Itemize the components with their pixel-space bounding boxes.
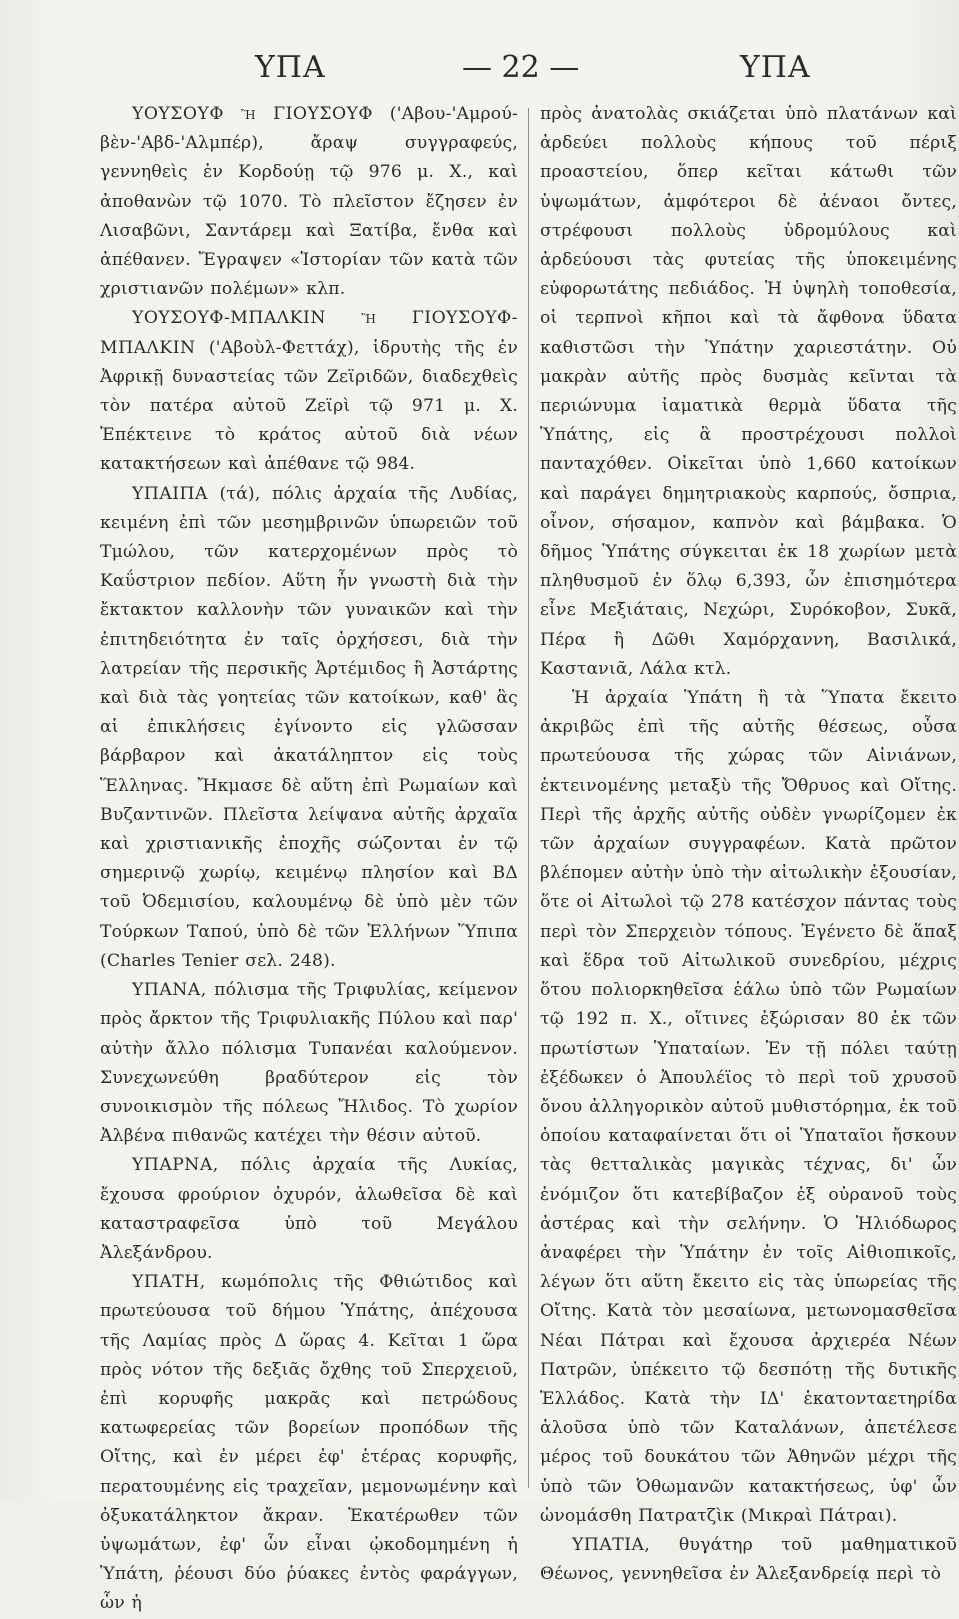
entry-yousouf-balkin: [100, 304, 518, 479]
entry-headword: ΥΟΥΣΟΥΦ ἢ ΓΙΟΥΣΟΥΦ: [132, 104, 374, 124]
page-header: [100, 50, 860, 94]
entry-hyparna: [100, 1151, 518, 1268]
entry-text: ('Αβου-'Αμρού-βὲν-'Αβδ-'Αλμπέρ), ἄραψ συγγραφεύς, γεννηθεὶς ἐν Κορδούῃ τῷ 976 μ. Χ., καὶ ἀποθανὼν τῷ 1070. Τὸ πλεῖστον ἔζησεν ἐν Λισαβῶνι, Σαντάρεμ καὶ Ξατίβα, ἔνθα καὶ ἀπέθανεν. Ἔγραψεν «Ἱστορίαν τῶν κατὰ τῶν χριστιανῶν πολέμων» κλπ.: [100, 104, 518, 300]
entry-headword: ΥΠΑΡΝΑ,: [132, 1155, 219, 1176]
running-head-left: ΥΠΑ: [255, 50, 326, 85]
entry-hypana: [100, 976, 518, 1151]
entry-headword: ΥΠΑΙΠΑ: [132, 483, 208, 504]
entry-text: ('Αβοὺλ-Φεττάχ), ἱδρυτὴς τῆς ἐν Ἀφρικῇ δυναστείας τῶν Ζεϊριδῶν, διαδεχθεὶς τὸν πατέρα αὐτοῦ Ζεϊρὶ τῷ 971 μ. Χ. Ἐπέκτεινε τὸ κράτος αὐτοῦ διὰ νέων κατακτήσεων καὶ ἀπέθανε τῷ 984.: [100, 337, 518, 475]
entry-headword: ΥΠΑΝΑ,: [132, 980, 207, 1001]
entry-hypati-ancient: [540, 684, 957, 1531]
column-rule: [528, 108, 529, 1488]
page-number: — 22 —: [462, 50, 580, 85]
entry-hypati: [100, 1268, 518, 1618]
left-column: [100, 100, 518, 1619]
entry-text: κωμόπολις τῆς Φθιώτιδος καὶ πρωτεύουσα τοῦ δήμου Ὑπάτης, ἀπέχουσα τῆς Λαμίας πρὸς Δ ὥρας 4. Κεῖται 1 ὥρα πρὸς νότον τῆς δεξιᾶς ὄχθης τοῦ Σπερχειοῦ, ἐπὶ κορυφῆς μακρᾶς καὶ πετρώδους κατωφερείας τῶν βορείων προπόδων τῆς Οἴτης, καὶ ἐν μέρει ἐφ' ἑτέρας κορυφῆς, περατουμένης εἰς τραχεῖαν, μεμονωμένην καὶ ὀξυκατάληκτον ἄκραν. Ἑκατέρωθεν τῶν ὑψωμάτων, ἐφ' ὧν εἶναι ᾠκοδομημένη ἡ Ὑπάτη, ῥέουσι δύο ῥύακες ἐντὸς φαράγγων, ὧν ἡ: [100, 1272, 518, 1614]
entry-text: πόλισμα τῆς Τριφυλίας, κείμενον πρὸς ἄρκτον τῆς Τριφυλιακῆς Πύλου καὶ παρ' αὐτὴν ἄλλο πόλισμα Τυπανέαι καλούμενον. Συνεχωνεύθη βραδύτερον εἰς τὸν συνοικισμὸν τῆς πόλεως Ἤλιδος. Τὸ χωρίον Ἀλβένα πιθανῶς κατέχει τὴν θέσιν αὐτοῦ.: [100, 980, 518, 1147]
entry-headword: ΥΟΥΣΟΥΦ-ΜΠΑΛΚΙΝ ἢ ΓΙΟΥΣΟΥΦ-ΜΠΑΛΚΙΝ: [100, 308, 518, 358]
entry-text: (τά), πόλις ἀρχαία τῆς Λυδίας, κειμένη ἐπὶ τῶν μεσημβρινῶν ὑπωρειῶν τοῦ Τμώλου, τῶν κατερχομένων πρὸς τὸ Καΰστριον πεδίον. Αὕτη ἦν γνωστὴ διὰ τὴν ἔκτακτον καλλονὴν τῶν γυναικῶν καὶ τὴν ἐπιτηδειότητα ἐν ταῖς ὀρχήσεσι, διὰ τὴν λατρείαν τῆς περσικῆς Ἀρτέμιδος ἢ Ἀστάρτης καὶ διὰ τὰς γοητείας τῶν κατοίκων, καθ' ἃς αἱ ἐπικλήσεις ἐγίνοντο εἰς γλῶσσαν βάρβαρον καὶ ἀκατάληπτον εἰς τοὺς Ἕλληνας. Ἤκμασε δὲ αὕτη ἐπὶ Ρωμαίων καὶ Βυζαντινῶν. Πλεῖστα λείψανα αὐτῆς ἀρχαῖα καὶ χριστιανικῆς ἐποχῆς σώζονται ἐν τῷ σημερινῷ χωρίῳ, κειμένῳ πλησίον καὶ ΒΔ τοῦ Ὀδεμισίου, καλουμένῳ δὲ ὑπὸ μὲν τῶν Τούρκων Ταπού, ὑπὸ δὲ τῶν Ἑλλήνων Ὕπιπα (Charles Tenier σελ. 248).: [100, 483, 518, 971]
right-column: [540, 100, 957, 1589]
entry-yousouf: [100, 100, 518, 304]
entry-text: θυγάτηρ τοῦ μαθηματικοῦ Θέωνος, γεννηθεῖσα ἐν Ἀλεξανδρείᾳ περὶ τὸ: [540, 1534, 957, 1585]
entry-headword: ΥΠΑΤΙΑ,: [572, 1534, 651, 1555]
entry-text: πόλις ἀρχαία τῆς Λυκίας, ἔχουσα φρούριον ὀχυρόν, ἁλωθεῖσα δὲ καὶ καταστραφεῖσα ὑπὸ τοῦ Μεγάλου Ἀλεξάνδρου.: [100, 1155, 518, 1263]
running-head-right: ΥΠΑ: [740, 50, 811, 85]
entry-text: πρὸς ἀνατολὰς σκιάζεται ὑπὸ πλατάνων καὶ ἀρδεύει πολλοὺς κήπους τοῦ πέριξ προαστείου, ὅπερ κεῖται κάτωθι τῶν ὑψωμάτων, ἀμφότεροι δὲ ἀέναοι ὄντες, στρέφουσι πολλοὺς ὑδρομύλους καὶ ἀρδεύουσι τὰς φυτείας τῆς ὑποκειμένης εὐφορωτάτης πεδιάδος. Ἡ ὑψηλὴ τοποθεσία, οἱ τερπνοὶ κῆποι καὶ τὰ ἄφθονα ὕδατα καθιστῶσι τὴν Ὑπάτην χαριεστάτην. Οὐ μακρὰν αὐτῆς πρὸς δυσμὰς κεῖνται τὰ περιώνυμα ἰαματικὰ θερμὰ ὕδατα τῆς Ὑπάτης, εἰς ἃ προστρέχουσι πολλοὶ πανταχόθεν. Οἰκεῖται ὑπὸ 1,660 κατοίκων καὶ παράγει δημητριακοὺς καρπούς, ὄσπρια, οἶνον, σήσαμον, καπνὸν καὶ βάμβακα. Ὁ δῆμος Ὑπάτης σύγκειται ἐκ 18 χωρίων μετὰ πληθυσμοῦ ἐν ὅλῳ 6,393, ὧν ἐπισημότερα εἶνε Μεξιάταις, Νεχώρι, Συρόκοβον, Συκᾶ, Πέρα ἢ Δῶθι Χαμόρχαννη, Βασιλικά, Καστανιᾶ, Λάλα κτλ.: [540, 104, 957, 679]
entry-hypati-continued: [540, 100, 957, 684]
entry-hypatia: [540, 1531, 957, 1589]
entry-hypaipa: [100, 480, 518, 976]
entry-headword: ΥΠΑΤΗ,: [132, 1272, 206, 1293]
entry-text: Ἡ ἀρχαία Ὑπάτη ἢ τὰ Ὕπατα ἔκειτο ἀκριβῶς ἐπὶ τῆς αὐτῆς θέσεως, οὖσα πρωτεύουσα τῆς χώρας τῶν Αἰνιάνων, ἐκτεινομένης μεταξὺ τῆς Ὄθρυος καὶ Οἴτης. Περὶ τῆς ἀρχῆς αὐτῆς οὐδὲν γνωρίζομεν ἐκ τῶν ἀρχαίων συγγραφέων. Κατὰ πρῶτον βλέπομεν αὐτὴν ὑπὸ τὴν αἰτωλικὴν ἐξουσίαν, ὅτε οἱ Αἰτωλοὶ τῷ 278 κατέσχον πάντας τοὺς περὶ τὸν Σπερχειὸν τόπους. Ἐγένετο δὲ ἅπαξ καὶ ἕδρα τοῦ Αἰτωλικοῦ συνεδρίου, μέχρις ὅτου πολιορκηθεῖσα ἑάλω ὑπὸ τῶν Ρωμαίων τῷ 192 π. Χ., οἵτινες ἐξώρισαν 80 ἐκ τῶν πρωτίστων Ὑπαταίων. Ἐν τῇ πόλει ταύτῃ ἐξέδωκεν ὁ Ἀπουλέϊος τὸ περὶ τοῦ χρυσοῦ ὄνου ἀλληγορικὸν αὐτοῦ μυθιστόρημα, ἐκ τοῦ ὁποίου καταφαίνεται ὅτι οἱ Ὑπαταῖοι ἤσκουν τὰς θετταλικὰς μαγικὰς τέχνας, δι' ὧν ἐνόμιζον ὅτι κατεβίβαζον ἐξ οὐρανοῦ τοὺς ἀστέρας καὶ τὴν σελήνην. Ὁ Ἡλιόδωρος ἀναφέρει τὴν Ὑπάτην ἐν τοῖς Αἰθιοπικοῖς, λέγων ὅτι αὕτη ἔκειτο εἰς τὰς ὑπωρείας τῆς Οἴτης. Κατὰ τὸν μεσαίωνα, μετωνομασθεῖσα Νέαι Πάτραι καὶ ἔχουσα ἀρχιερέα Νέων Πατρῶν, ὑπέκειτο τῷ δεσπότῃ τῆς δυτικῆς Ἑλλάδος. Κατὰ τὴν ΙΔ' ἑκατονταετηρίδα ἁλοῦσα ὑπὸ τῶν Καταλάνων, ἀπετέλεσε μέρος τοῦ δουκάτου τῶν Ἀθηνῶν μέχρι τῆς ὑπὸ τῶν Ὀθωμανῶν κατακτήσεως, ὑφ' ὧν ὠνομάσθη Πατρατζὶκ (Μικραὶ Πάτραι).: [540, 688, 957, 1526]
